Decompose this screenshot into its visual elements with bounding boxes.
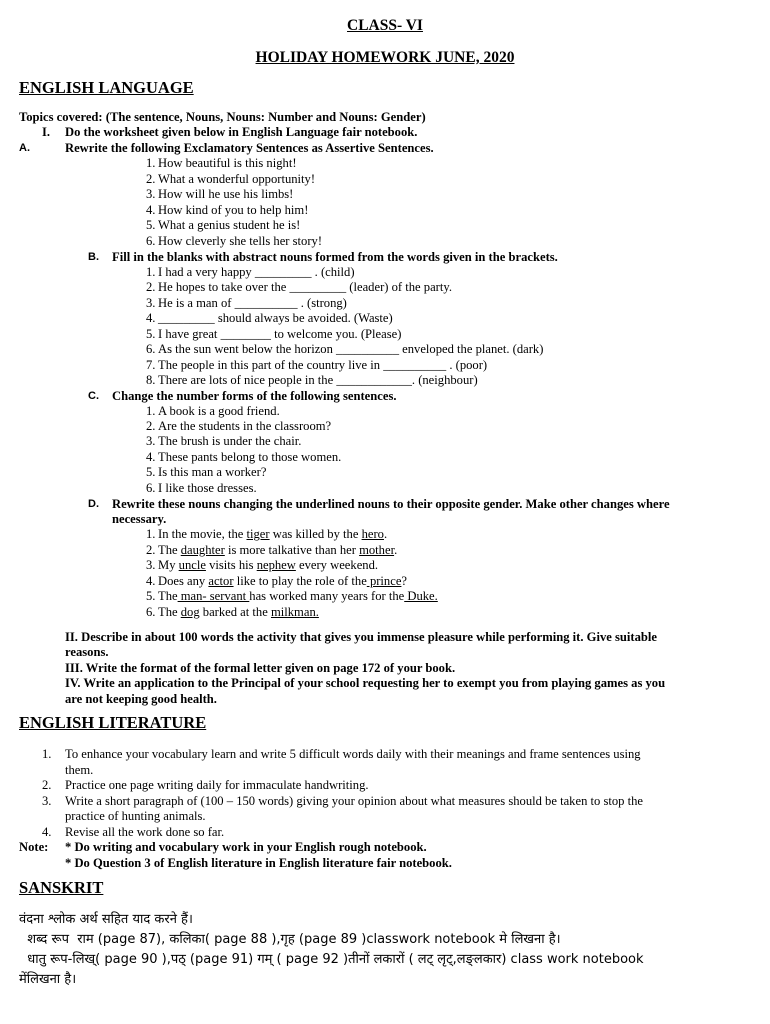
list-item: 6. The dog barked at the milkman. [146, 605, 319, 619]
task-ii: II. Describe in about 100 words the activity that gives you immense pleasure while performing it. Give suitable [65, 630, 657, 644]
list-item: 4. _________ should always be avoided. (Waste) [146, 311, 393, 325]
list-item: 3. The brush is under the chair. [146, 434, 302, 448]
list-item: 5. Is this man a worker? [146, 465, 267, 479]
section-a-letter: A. [19, 142, 30, 154]
note-label: Note: [19, 840, 49, 854]
list-item: 5. The man- servant has worked many years for the Duke. [146, 589, 438, 603]
list-item: 4. Does any actor like to play the role of the prince? [146, 574, 408, 588]
section-b-letter: B. [88, 251, 99, 263]
list-item-cont: practice of hunting animals. [65, 809, 206, 823]
list-item: 1. I had a very happy _________ . (child) [146, 265, 355, 279]
task-ii-cont: reasons. [65, 645, 109, 659]
task-iii: III. Write the format of the formal letter given on page 172 of your book. [65, 661, 456, 675]
list-item: 1. How beautiful is this night! [146, 156, 297, 170]
list-item: 3. My uncle visits his nephew every weekend. [146, 558, 379, 572]
list-item: 1. A book is a good friend. [146, 404, 280, 418]
section-d-instruction-cont: necessary. [112, 512, 167, 526]
list-item-number: 1. [42, 747, 52, 761]
list-item: 6. How cleverly she tells her story! [146, 234, 323, 248]
list-item-number: 4. [42, 825, 52, 839]
list-item-number: 3. [42, 794, 52, 808]
list-item: 6. As the sun went below the horizon __________ enveloped the planet. (dark) [146, 342, 544, 356]
sanskrit-heading: SANSKRIT [19, 878, 104, 897]
list-item: 1. In the movie, the tiger was killed by the hero. [146, 527, 388, 541]
list-item-number: 2. [42, 778, 52, 792]
task-i-text: Do the worksheet given below in English Language fair notebook. [65, 125, 418, 139]
list-item: 5. I have great ________ to welcome you. (Please) [146, 327, 402, 341]
list-item: 3. How will he use his limbs! [146, 187, 294, 201]
list-item: Write a short paragraph of (100 – 150 words) giving your opinion about what measures should be taken to stop the [65, 794, 643, 808]
list-item: 2. What a wonderful opportunity! [146, 172, 316, 186]
list-item: Revise all the work done so far. [65, 825, 225, 839]
section-d-instruction: Rewrite these nouns changing the underlined nouns to their opposite gender. Make other changes where [112, 497, 670, 511]
topics-covered: Topics covered: (The sentence, Nouns, Nouns: Number and Nouns: Gender) [19, 110, 426, 124]
list-item-cont: them. [65, 763, 94, 777]
note-item: * Do writing and vocabulary work in your English rough notebook. [65, 840, 427, 854]
task-iv: IV. Write an application to the Principal of your school requesting her to exempt you from playing games as you [65, 676, 666, 690]
section-c-instruction: Change the number forms of the following sentences. [112, 389, 397, 403]
list-item: 3. He is a man of __________ . (strong) [146, 296, 347, 310]
sanskrit-line: धातु रूप-लिख्( page 90 ),पठ् (page 91) गम् ( page 92 )तीनों लकारों ( लट् लृट्,लङ्लकार) class work notebook [19, 952, 644, 967]
list-item: 4. These pants belong to those women. [146, 450, 342, 464]
note-item: * Do Question 3 of English literature in English literature fair notebook. [65, 856, 452, 870]
task-iv-cont: are not keeping good health. [65, 692, 217, 706]
list-item: To enhance your vocabulary learn and write 5 difficult words daily with their meanings and frame sentences using [65, 747, 641, 761]
sanskrit-line: शब्द रूप राम (page 87), कलिका( page 88 ),गृह (page 89 )classwork notebook मे लिखना है। [19, 932, 561, 947]
section-c-letter: C. [88, 390, 99, 402]
list-item: 7. The people in this part of the country live in __________ . (poor) [146, 358, 488, 372]
section-d-letter: D. [88, 498, 99, 510]
sanskrit-line: वंदना श्लोक अर्थ सहित याद करने हैं। [19, 912, 193, 927]
list-item: 2. Are the students in the classroom? [146, 419, 332, 433]
sanskrit-line: मेंलिखना है। [19, 972, 77, 987]
homework-title: HOLIDAY HOMEWORK JUNE, 2020 [255, 49, 515, 66]
list-item: Practice one page writing daily for immaculate handwriting. [65, 778, 369, 792]
class-title: CLASS- VI [347, 17, 423, 34]
list-item: 4. How kind of you to help him! [146, 203, 309, 217]
english-language-heading: ENGLISH LANGUAGE [19, 78, 194, 97]
section-a-instruction: Rewrite the following Exclamatory Sentences as Assertive Sentences. [65, 141, 434, 155]
section-b-instruction: Fill in the blanks with abstract nouns formed from the words given in the brackets. [112, 250, 558, 264]
list-item: 2. He hopes to take over the _________ (leader) of the party. [146, 280, 452, 294]
task-i-number: I. [42, 125, 51, 139]
list-item: 5. What a genius student he is! [146, 218, 301, 232]
list-item: 8. There are lots of nice people in the ____________. (neighbour) [146, 373, 478, 387]
list-item: 2. The daughter is more talkative than her mother. [146, 543, 398, 557]
list-item: 6. I like those dresses. [146, 481, 257, 495]
english-literature-heading: ENGLISH LITERATURE [19, 713, 207, 732]
